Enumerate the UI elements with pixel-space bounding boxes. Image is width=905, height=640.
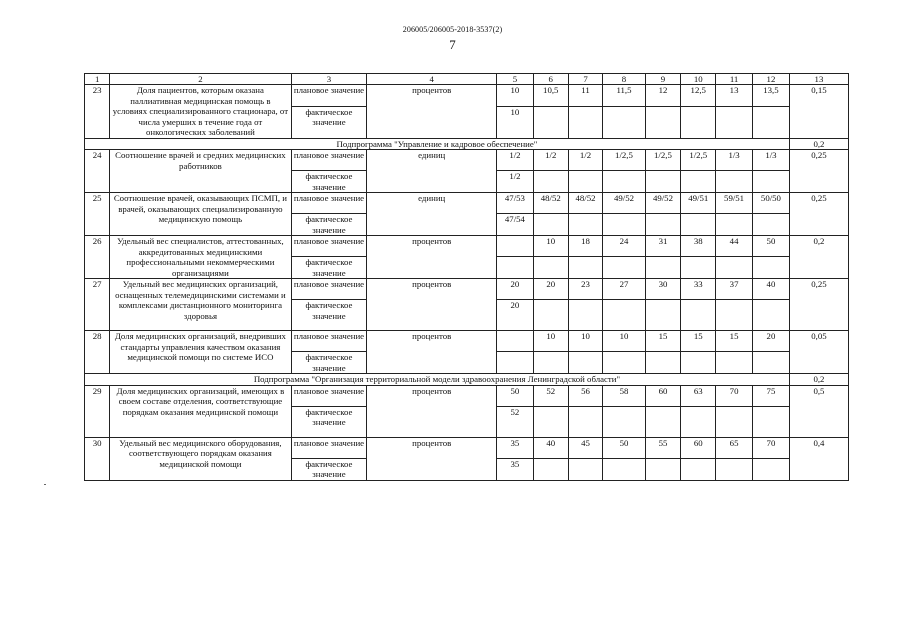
- column-number: 13: [789, 74, 848, 85]
- plan-value: [497, 331, 534, 352]
- column-number: 6: [533, 74, 568, 85]
- fact-empty-cell: [603, 300, 645, 331]
- fact-value: 10: [497, 106, 534, 138]
- plan-value: 12: [645, 85, 681, 107]
- indicator-unit: процентов: [367, 279, 497, 331]
- indicator-weight: 0,25: [789, 150, 848, 193]
- fact-empty-cell: [716, 171, 753, 193]
- column-number: 12: [753, 74, 790, 85]
- plan-value: 11,5: [603, 85, 645, 107]
- plan-label: плановое значение: [291, 150, 367, 171]
- fact-empty-cell: [568, 171, 603, 193]
- fact-empty-cell: [603, 214, 645, 236]
- plan-value: 45: [568, 437, 603, 458]
- plan-value: 38: [681, 236, 716, 257]
- fact-empty-cell: [603, 171, 645, 193]
- column-number: 4: [367, 74, 497, 85]
- plan-value: 10,5: [533, 85, 568, 107]
- plan-value: 23: [568, 279, 603, 300]
- indicator-row: [85, 437, 849, 458]
- fact-label: фактическое значение: [291, 458, 367, 480]
- fact-empty-cell: [533, 214, 568, 236]
- plan-value: 37: [716, 279, 753, 300]
- fact-empty-cell: [533, 458, 568, 480]
- indicator-name: Соотношение врачей и средних медицинских работников: [110, 150, 291, 193]
- indicator-name: Удельный вес медицинских организаций, оснащенных телемедицинскими системами и комплексами дистанционного мониторинга здоровья: [110, 279, 291, 331]
- plan-value: 49/52: [603, 193, 645, 214]
- fact-value: [497, 352, 534, 374]
- column-number: 9: [645, 74, 681, 85]
- plan-value: 10: [568, 331, 603, 352]
- subprogram-row: [85, 374, 849, 386]
- indicators-table: [84, 73, 849, 481]
- plan-value: 1/3: [753, 150, 790, 171]
- indicator-weight: 0,05: [789, 331, 848, 374]
- fact-empty-cell: [645, 257, 681, 279]
- plan-value: 13: [716, 85, 753, 107]
- fact-label: фактическое значение: [291, 352, 367, 374]
- plan-value: 60: [681, 437, 716, 458]
- page-number: 7: [449, 37, 456, 52]
- fact-label: фактическое значение: [291, 171, 367, 193]
- plan-value: 33: [681, 279, 716, 300]
- indicator-unit: процентов: [367, 385, 497, 437]
- plan-value: 11: [568, 85, 603, 107]
- subprogram-title: Подпрограмма "Организация территориальной модели здравоохранения Ленинградской области": [85, 374, 790, 386]
- fact-empty-cell: [603, 257, 645, 279]
- subprogram-weight: 0,2: [789, 138, 848, 150]
- fact-empty-cell: [753, 300, 790, 331]
- plan-value: 10: [533, 236, 568, 257]
- fact-empty-cell: [568, 106, 603, 138]
- plan-value: 10: [603, 331, 645, 352]
- indicator-unit: процентов: [367, 236, 497, 279]
- indicator-row: [85, 331, 849, 352]
- subprogram-weight: 0,2: [789, 374, 848, 386]
- plan-value: 15: [716, 331, 753, 352]
- fact-empty-cell: [645, 300, 681, 331]
- indicator-name: Доля медицинских организаций, имеющих в своем составе отделения, соответствующие порядкам оказания медицинской помощи: [110, 385, 291, 437]
- fact-empty-cell: [681, 406, 716, 437]
- column-number: 1: [85, 74, 110, 85]
- plan-value: 59/51: [716, 193, 753, 214]
- plan-value: 15: [681, 331, 716, 352]
- plan-value: 18: [568, 236, 603, 257]
- indicator-number: 23: [85, 85, 110, 139]
- fact-empty-cell: [568, 458, 603, 480]
- fact-label: фактическое значение: [291, 257, 367, 279]
- indicator-name: Доля пациентов, которым оказана паллиативная медицинская помощь в условиях специализированного стационара, от числа умерших в течение года от онкологических заболеваний: [110, 85, 291, 139]
- plan-value: 63: [681, 385, 716, 406]
- fact-empty-cell: [753, 352, 790, 374]
- fact-empty-cell: [753, 406, 790, 437]
- fact-empty-cell: [716, 106, 753, 138]
- fact-label: фактическое значение: [291, 214, 367, 236]
- fact-empty-cell: [716, 352, 753, 374]
- indicator-row: [85, 279, 849, 300]
- indicator-row: [85, 385, 849, 406]
- fact-empty-cell: [681, 106, 716, 138]
- fact-empty-cell: [681, 352, 716, 374]
- plan-label: плановое значение: [291, 193, 367, 214]
- fact-empty-cell: [568, 257, 603, 279]
- fact-empty-cell: [716, 406, 753, 437]
- header-row: [85, 74, 849, 85]
- plan-value: 50: [603, 437, 645, 458]
- fact-empty-cell: [533, 106, 568, 138]
- fact-empty-cell: [568, 300, 603, 331]
- plan-value: 48/52: [568, 193, 603, 214]
- fact-empty-cell: [568, 352, 603, 374]
- fact-empty-cell: [603, 352, 645, 374]
- fact-empty-cell: [716, 300, 753, 331]
- fact-empty-cell: [753, 214, 790, 236]
- plan-value: 35: [497, 437, 534, 458]
- fact-value: 47/54: [497, 214, 534, 236]
- indicator-name: Удельный вес специалистов, аттестованных, аккредитованных медицинскими профессиональными некоммерческими организациями: [110, 236, 291, 279]
- fact-empty-cell: [645, 171, 681, 193]
- indicator-number: 25: [85, 193, 110, 236]
- fact-value: 20: [497, 300, 534, 331]
- plan-label: плановое значение: [291, 85, 367, 107]
- column-number: 8: [603, 74, 645, 85]
- fact-value: [497, 257, 534, 279]
- plan-value: 20: [753, 331, 790, 352]
- indicator-number: 27: [85, 279, 110, 331]
- plan-label: плановое значение: [291, 437, 367, 458]
- fact-empty-cell: [681, 257, 716, 279]
- plan-value: 52: [533, 385, 568, 406]
- indicator-unit: процентов: [367, 331, 497, 374]
- plan-value: 48/52: [533, 193, 568, 214]
- fact-empty-cell: [753, 171, 790, 193]
- subprogram-title: Подпрограмма "Управление и кадровое обеспечение": [85, 138, 790, 150]
- subprogram-row: [85, 138, 849, 150]
- plan-value: 1/2,5: [603, 150, 645, 171]
- fact-empty-cell: [681, 171, 716, 193]
- indicator-row: [85, 150, 849, 171]
- indicator-number: 30: [85, 437, 110, 480]
- fact-empty-cell: [533, 171, 568, 193]
- plan-value: 70: [753, 437, 790, 458]
- plan-value: 60: [645, 385, 681, 406]
- plan-value: 1/2,5: [681, 150, 716, 171]
- plan-value: 31: [645, 236, 681, 257]
- plan-label: плановое значение: [291, 331, 367, 352]
- fact-label: фактическое значение: [291, 406, 367, 437]
- fact-empty-cell: [753, 458, 790, 480]
- plan-value: 49/52: [645, 193, 681, 214]
- plan-value: 70: [716, 385, 753, 406]
- fact-empty-cell: [568, 406, 603, 437]
- plan-value: 20: [533, 279, 568, 300]
- fact-label: фактическое значение: [291, 300, 367, 331]
- column-number: 7: [568, 74, 603, 85]
- fact-empty-cell: [603, 458, 645, 480]
- plan-value: [497, 236, 534, 257]
- fact-empty-cell: [533, 352, 568, 374]
- indicator-unit: процентов: [367, 85, 497, 139]
- column-number: 3: [291, 74, 367, 85]
- plan-label: плановое значение: [291, 236, 367, 257]
- fact-empty-cell: [568, 214, 603, 236]
- plan-value: 65: [716, 437, 753, 458]
- indicator-number: 26: [85, 236, 110, 279]
- plan-value: 58: [603, 385, 645, 406]
- plan-value: 40: [533, 437, 568, 458]
- plan-value: 24: [603, 236, 645, 257]
- indicator-name: Доля медицинских организаций, внедривших стандарты управления качеством оказания медицинской помощи по системе ИСО: [110, 331, 291, 374]
- fact-value: 52: [497, 406, 534, 437]
- plan-value: 1/2: [533, 150, 568, 171]
- fact-empty-cell: [753, 106, 790, 138]
- column-number: 11: [716, 74, 753, 85]
- plan-value: 40: [753, 279, 790, 300]
- indicator-weight: 0,25: [789, 279, 848, 331]
- indicator-row: [85, 85, 849, 107]
- indicator-weight: 0,4: [789, 437, 848, 480]
- plan-label: плановое значение: [291, 385, 367, 406]
- indicator-unit: единиц: [367, 193, 497, 236]
- fact-empty-cell: [645, 352, 681, 374]
- fact-empty-cell: [681, 214, 716, 236]
- indicator-name: Соотношение врачей, оказывающих ПСМП, и врачей, оказывающих специализированную медицинскую помощь: [110, 193, 291, 236]
- fact-empty-cell: [681, 458, 716, 480]
- indicator-weight: 0,25: [789, 193, 848, 236]
- indicator-weight: 0,2: [789, 236, 848, 279]
- fact-empty-cell: [645, 106, 681, 138]
- plan-value: 13,5: [753, 85, 790, 107]
- fact-empty-cell: [753, 257, 790, 279]
- scan-speck: [44, 484, 46, 485]
- indicator-weight: 0,5: [789, 385, 848, 437]
- fact-empty-cell: [603, 106, 645, 138]
- indicator-number: 24: [85, 150, 110, 193]
- plan-value: 12,5: [681, 85, 716, 107]
- fact-empty-cell: [681, 300, 716, 331]
- fact-empty-cell: [716, 458, 753, 480]
- fact-empty-cell: [533, 300, 568, 331]
- indicator-row: [85, 193, 849, 214]
- fact-empty-cell: [645, 214, 681, 236]
- plan-value: 1/2: [497, 150, 534, 171]
- table-body: [85, 74, 849, 481]
- plan-value: 1/2,5: [645, 150, 681, 171]
- fact-empty-cell: [533, 406, 568, 437]
- fact-value: 1/2: [497, 171, 534, 193]
- plan-value: 1/3: [716, 150, 753, 171]
- indicator-number: 29: [85, 385, 110, 437]
- indicator-row: [85, 236, 849, 257]
- plan-value: 50: [753, 236, 790, 257]
- plan-value: 1/2: [568, 150, 603, 171]
- plan-value: 30: [645, 279, 681, 300]
- plan-value: 44: [716, 236, 753, 257]
- indicator-number: 28: [85, 331, 110, 374]
- plan-value: 10: [497, 85, 534, 107]
- indicator-weight: 0,15: [789, 85, 848, 139]
- fact-empty-cell: [533, 257, 568, 279]
- column-number: 5: [497, 74, 534, 85]
- indicator-name: Удельный вес медицинского оборудования, соответствующего порядкам оказания медицинской помощи: [110, 437, 291, 480]
- plan-value: 50/50: [753, 193, 790, 214]
- plan-value: 20: [497, 279, 534, 300]
- plan-value: 15: [645, 331, 681, 352]
- fact-empty-cell: [645, 406, 681, 437]
- plan-value: 55: [645, 437, 681, 458]
- indicator-unit: процентов: [367, 437, 497, 480]
- fact-empty-cell: [645, 458, 681, 480]
- plan-label: плановое значение: [291, 279, 367, 300]
- column-number: 2: [110, 74, 291, 85]
- indicator-unit: единиц: [367, 150, 497, 193]
- fact-empty-cell: [716, 257, 753, 279]
- fact-empty-cell: [716, 214, 753, 236]
- plan-value: 75: [753, 385, 790, 406]
- fact-label: фактическое значение: [291, 106, 367, 138]
- plan-value: 50: [497, 385, 534, 406]
- plan-value: 47/53: [497, 193, 534, 214]
- column-number: 10: [681, 74, 716, 85]
- plan-value: 56: [568, 385, 603, 406]
- fact-empty-cell: [603, 406, 645, 437]
- fact-value: 35: [497, 458, 534, 480]
- document-id: 206005/206005-2018-3537(2): [402, 25, 503, 34]
- plan-value: 10: [533, 331, 568, 352]
- plan-value: 27: [603, 279, 645, 300]
- plan-value: 49/51: [681, 193, 716, 214]
